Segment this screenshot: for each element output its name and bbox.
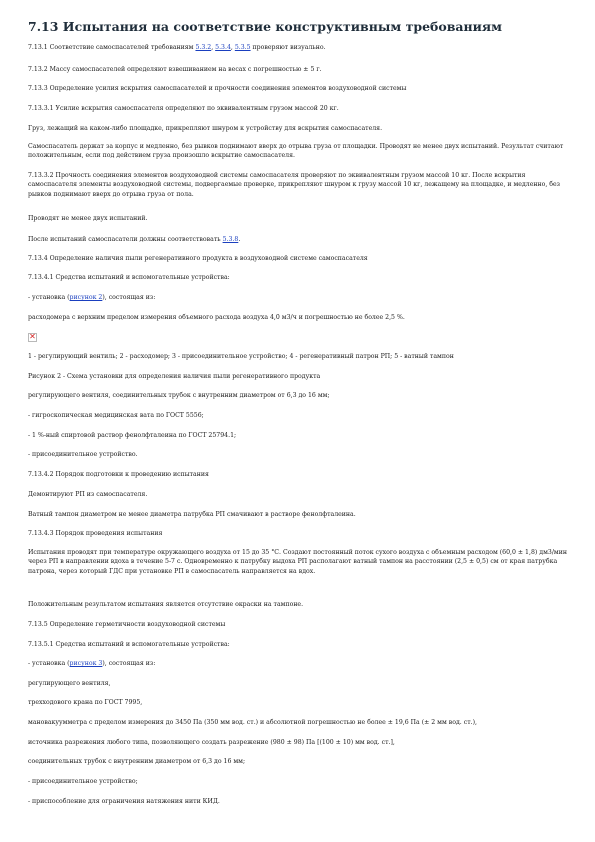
- broken-image-glyph: ✕: [29, 332, 36, 341]
- text: ,: [230, 44, 235, 51]
- text: ,: [211, 44, 216, 51]
- paragraph-7-13-4-3: 7.13.4.3 Порядок проведения испытания: [28, 530, 163, 537]
- link-5-3-4[interactable]: 5.3.4: [215, 44, 231, 51]
- paragraph-repeat: Проводят не менее двух испытаний.: [28, 215, 148, 222]
- link-5-3-2[interactable]: 5.3.2: [195, 44, 212, 51]
- paragraph-lift: Самоспасатель держат за корпус и медленно, без рывков поднимают вверх до отрыва груза от площадки. Проводят не менее двух испытаний. Результат считают положительным, если под действием груза произошло вскрытие самоспасателя.: [28, 143, 564, 160]
- paragraph-after-tests: [28, 235, 573, 244]
- paragraph-load: Груз, лежащий на каком-либо площадке, прикрепляют шнуром к устройству для вскрытия самоспасателя.: [28, 125, 383, 132]
- paragraph-connector: - присоединительное устройство.: [28, 451, 138, 458]
- paragraph-setup-fig2: [28, 293, 573, 302]
- section-title: 7.13 Испытания на соответствие конструктивным требованиям: [28, 19, 503, 34]
- paragraph-positive-result: Положительным результатом испытания является отсутствие окраски на тампоне.: [28, 601, 304, 608]
- link-5-3-8[interactable]: 5.3.8: [222, 236, 239, 243]
- paragraph-7-13-3: 7.13.3 Определение усилия вскрытия самоспасателей и прочности соединения элементов воздуховодной системы: [28, 85, 407, 92]
- paragraph-valve: регулирующего вентиля, соединительных трубок с внутренним диаметром от 6,3 до 16 мм;: [28, 392, 330, 399]
- paragraph-remove-rp: Демонтируют РП из самоспасателя.: [28, 491, 148, 498]
- paragraph-cotton: - гигроскопическая медицинская вата по ГОСТ 5556;: [28, 412, 204, 419]
- link-figure-3[interactable]: рисунок 3: [69, 660, 103, 667]
- paragraph-test-procedure: Испытания проводят при температуре окружающего воздуха от 15 до 35 °С. Создают постоянный поток сухого воздуха с объемным расходом (60,0 ± 1,8) дм3/мин через РП в направлении вдоха в течение 5-7 с. Одновременно к патрубку выдоха РП располагают ватный тампон на расстоянии (2,5 ± 0,5) см от края патрубка патрона, через который ГДС при установке РП в самоспасатель направляется на вдох.: [28, 549, 567, 575]
- paragraph-phenolphthalein: - 1 %-ный спиртовой раствор фенолфталеина по ГОСТ 25794.1;: [28, 432, 237, 439]
- paragraph-flowmeter: расходомера с верхним пределом измерения объемного расхода воздуха 4,0 м3/ч и погрешностью не более 2,5 %.: [28, 314, 405, 321]
- paragraph-vacuum-source: источника разрежения любого типа, позволяющего создать разрежение (980 ± 98) Па [(100 ± 10) мм вод. ст.],: [28, 739, 395, 746]
- paragraph-7-13-5-1: 7.13.5.1 Средства испытаний и вспомогательные устройства:: [28, 641, 230, 648]
- text: ), состоящая из:: [102, 660, 156, 667]
- paragraph-valve-2: регулирующего вентиля,: [28, 680, 111, 687]
- text: После испытаний самоспасатели должны соответствовать: [28, 236, 223, 243]
- text: 7.13.1 Соответствие самоспасателей требованиям: [28, 44, 196, 51]
- paragraph-manovacuummeter: мановакуумметра с пределом измерения до 3450 Па (350 мм вод. ст.) и абсолютной погрешностью не более ± 19,6 Па (± 2 мм вод. ст.),: [28, 719, 477, 726]
- paragraph-7-13-2: 7.13.2 Массу самоспасателей определяют взвешиванием на весах с погрешностью ± 5 г.: [28, 66, 322, 73]
- paragraph-7-13-4: 7.13.4 Определение наличия пыли регенеративного продукта в воздуховодной системе самоспасателя: [28, 255, 368, 262]
- paragraph-connector-2: - присоединительное устройство;: [28, 778, 138, 785]
- paragraph-7-13-3-1: 7.13.3.1 Усилие вскрытия самоспасателя определяют по эквивалентным грузом массой 20 кг.: [28, 105, 339, 112]
- figure-legend: 1 - регулирующий вентиль; 2 - расходомер; 3 - присоединительное устройство; 4 - регенеративный патрон РП; 5 - ватный тампон: [28, 353, 454, 360]
- link-5-3-5[interactable]: 5.3.5: [234, 44, 251, 51]
- figure-caption: Рисунок 2 - Схема установки для определения наличия пыли регенеративного продукта: [28, 373, 321, 380]
- paragraph-tampon: Ватный тампон диаметром не менее диаметра патрубка РП смачивают в растворе фенолфталеина.: [28, 511, 356, 518]
- paragraph-three-way-valve: трехходового крана по ГОСТ 7995,: [28, 699, 143, 706]
- paragraph-setup-fig3: [28, 659, 573, 668]
- broken-image-icon: [28, 333, 37, 342]
- paragraph-7-13-5: 7.13.5 Определение герметичности воздуховодной системы: [28, 621, 226, 628]
- paragraph-tubes: соединительных трубок с внутренним диаметром от 6,3 до 16 мм;: [28, 758, 246, 765]
- text: ), состоящая из:: [102, 294, 156, 301]
- text: - установка (: [28, 660, 70, 667]
- paragraph-7-13-1: [28, 43, 573, 52]
- paragraph-7-13-4-2: 7.13.4.2 Порядок подготовки к проведению испытания: [28, 471, 209, 478]
- text: проверяют визуально.: [250, 44, 326, 51]
- paragraph-tension-limiter: - приспособление для ограничения натяжения нити КИД.: [28, 798, 220, 805]
- link-figure-2[interactable]: рисунок 2: [69, 294, 103, 301]
- paragraph-7-13-3-2: 7.13.3.2 Прочность соединения элементов воздуховодной системы самоспасателя проверяют по эквивалентным грузом массой 10 кг. После вскрытия самоспасателя элементы воздуховодной системы, подвергаемые проверке, прикрепляют шнуром к грузу массой 10 кг, лежащему на площадке, и медленно, без рывков поднимают вверх до отрыва груза от пола.: [28, 172, 561, 198]
- text: .: [238, 236, 241, 243]
- text: - установка (: [28, 294, 70, 301]
- paragraph-7-13-4-1: 7.13.4.1 Средства испытаний и вспомогательные устройства:: [28, 274, 230, 281]
